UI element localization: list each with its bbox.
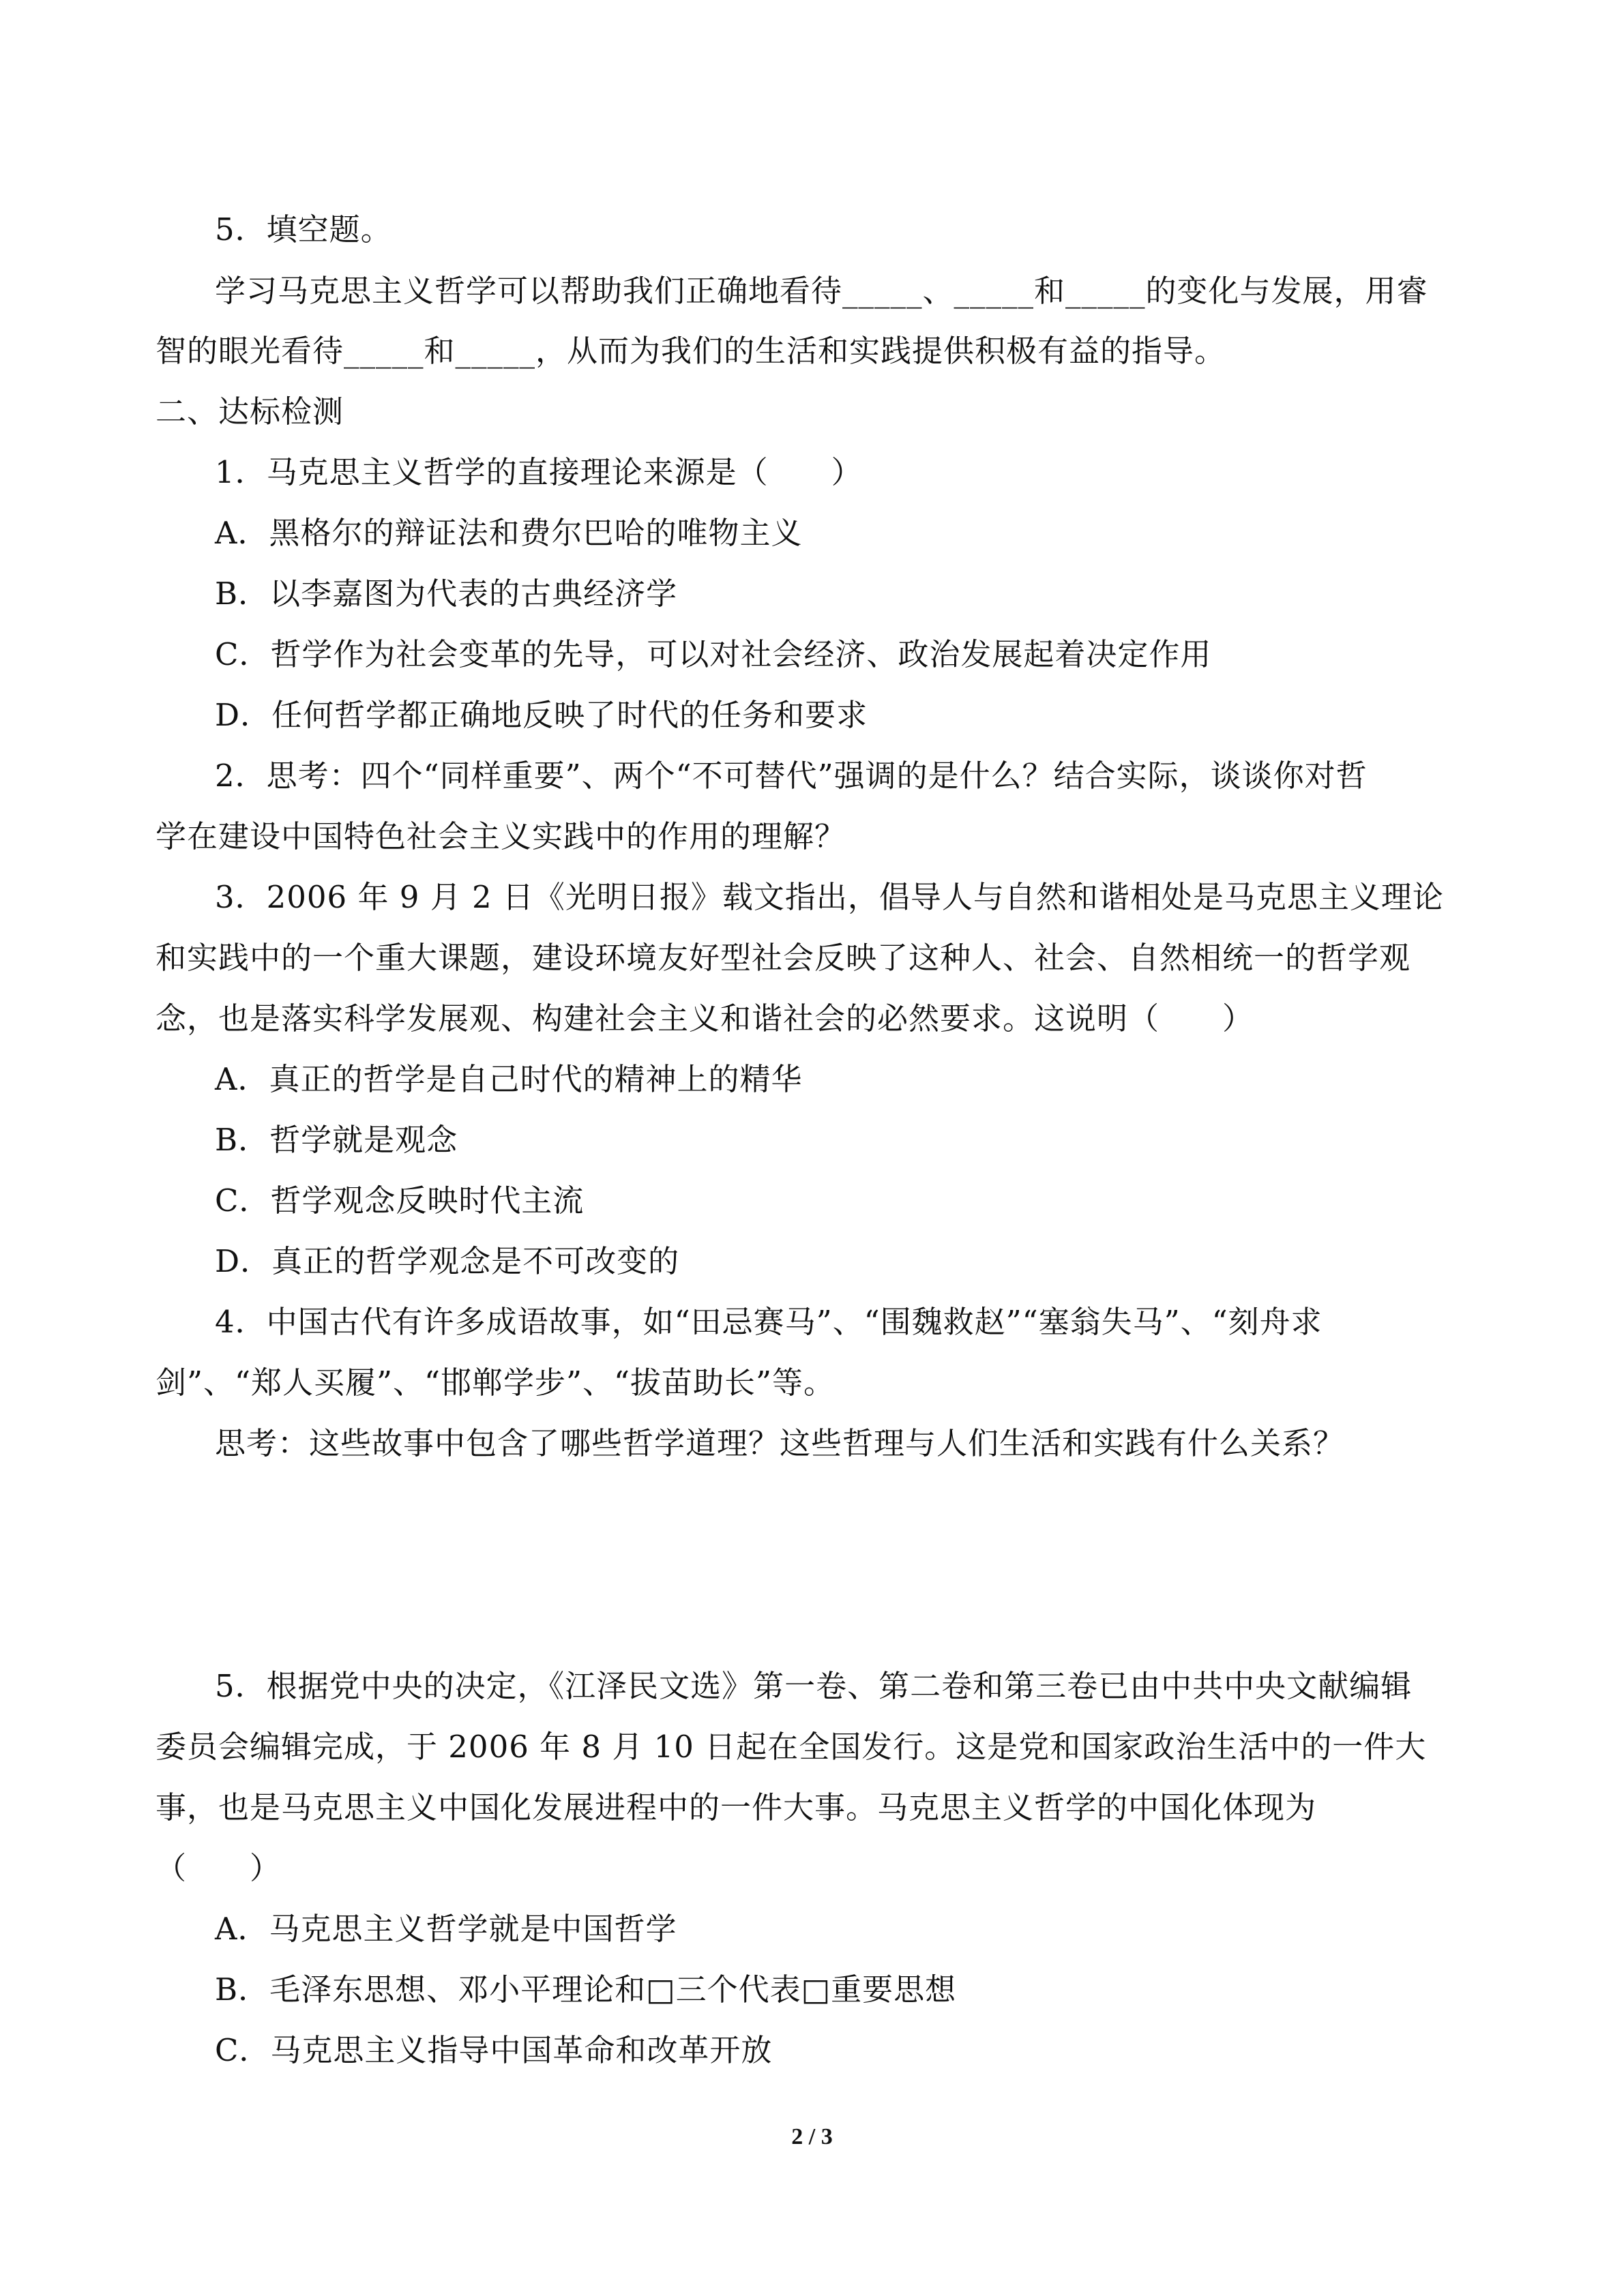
question-5-line-3: 事，也是马克思主义中国化发展进程中的一件大事。马克思主义哲学的中国化体现为 <box>156 1789 1317 1825</box>
question-1-option-b: B．以李嘉图为代表的古典经济学 <box>215 576 678 612</box>
question-5-option-a: A．马克思主义哲学就是中国哲学 <box>215 1911 677 1947</box>
question-5-line-1: 5．根据党中央的决定，《江泽民文选》第一卷、第二卷和第三卷已由中共中央文献编辑 <box>215 1668 1413 1704</box>
question-2-line-1: 2．思考：四个“同样重要”、两个“不可替代”强调的是什么？结合实际，谈谈你对哲 <box>215 758 1368 794</box>
question-1: 1．马克思主义哲学的直接理论来源是（ ） <box>215 454 863 490</box>
question-1-option-c: C．哲学作为社会变革的先导，可以对社会经济、政治发展起着决定作用 <box>215 636 1212 672</box>
section-heading-fill-blank: 5．填空题。 <box>215 211 392 248</box>
question-2-line-2: 学在建设中国特色社会主义实践中的作用的理解？ <box>156 818 846 854</box>
fill-blank-text-line-2: 智的眼光看待_____和_____，从而为我们的生活和实践提供积极有益的指导。 <box>156 333 1226 369</box>
question-1-option-a: A．黑格尔的辩证法和费尔巴哈的唯物主义 <box>215 515 803 551</box>
question-3-option-c: C．哲学观念反映时代主流 <box>215 1182 585 1219</box>
question-4-line-2: 剑”、“郑人买履”、“邯郸学步”、“拔苗助长”等。 <box>156 1365 836 1401</box>
question-4-prompt: 思考：这些故事中包含了哪些哲学道理？这些哲理与人们生活和实践有什么关系？ <box>215 1425 1345 1461</box>
question-5-option-b: B．毛泽东思想、邓小平理论和□三个代表□重要思想 <box>215 1971 957 2008</box>
question-3-option-a: A．真正的哲学是自己时代的精神上的精华 <box>215 1061 803 1097</box>
question-5-answer-bracket: （ ） <box>156 1850 282 1886</box>
question-3-line-2: 和实践中的一个重大课题，建设环境友好型社会反映了这种人、社会、自然相统一的哲学观 <box>156 940 1411 976</box>
question-3-line-3: 念，也是落实科学发展观、构建社会主义和谐社会的必然要求。这说明（ ） <box>156 1000 1254 1037</box>
page-number: 2 / 3 <box>791 2124 833 2149</box>
question-4-line-1: 4．中国古代有许多成语故事，如“田忌赛马”、“围魏救赵”“塞翁失马”、“刻舟求 <box>215 1304 1323 1340</box>
question-3-option-d: D．真正的哲学观念是不可改变的 <box>215 1243 680 1279</box>
question-3-line-1: 3．2006 年 9 月 2 日《光明日报》载文指出，倡导人与自然和谐相处是马克思主义理论 <box>215 879 1444 915</box>
fill-blank-text-line-1: 学习马克思主义哲学可以帮助我们正确地看待_____、_____和_____的变化与发展，用睿 <box>215 273 1428 309</box>
question-5-option-c: C．马克思主义指导中国革命和改革开放 <box>215 2032 773 2068</box>
question-3-option-b: B．哲学就是观念 <box>215 1122 458 1158</box>
section-heading-check: 二、达标检测 <box>156 393 344 430</box>
question-5-line-2: 委员会编辑完成，于 2006 年 8 月 10 日起在全国发行。这是党和国家政治生活中的一件大 <box>156 1729 1427 1765</box>
question-1-option-d: D．任何哲学都正确地反映了时代的任务和要求 <box>215 697 868 733</box>
